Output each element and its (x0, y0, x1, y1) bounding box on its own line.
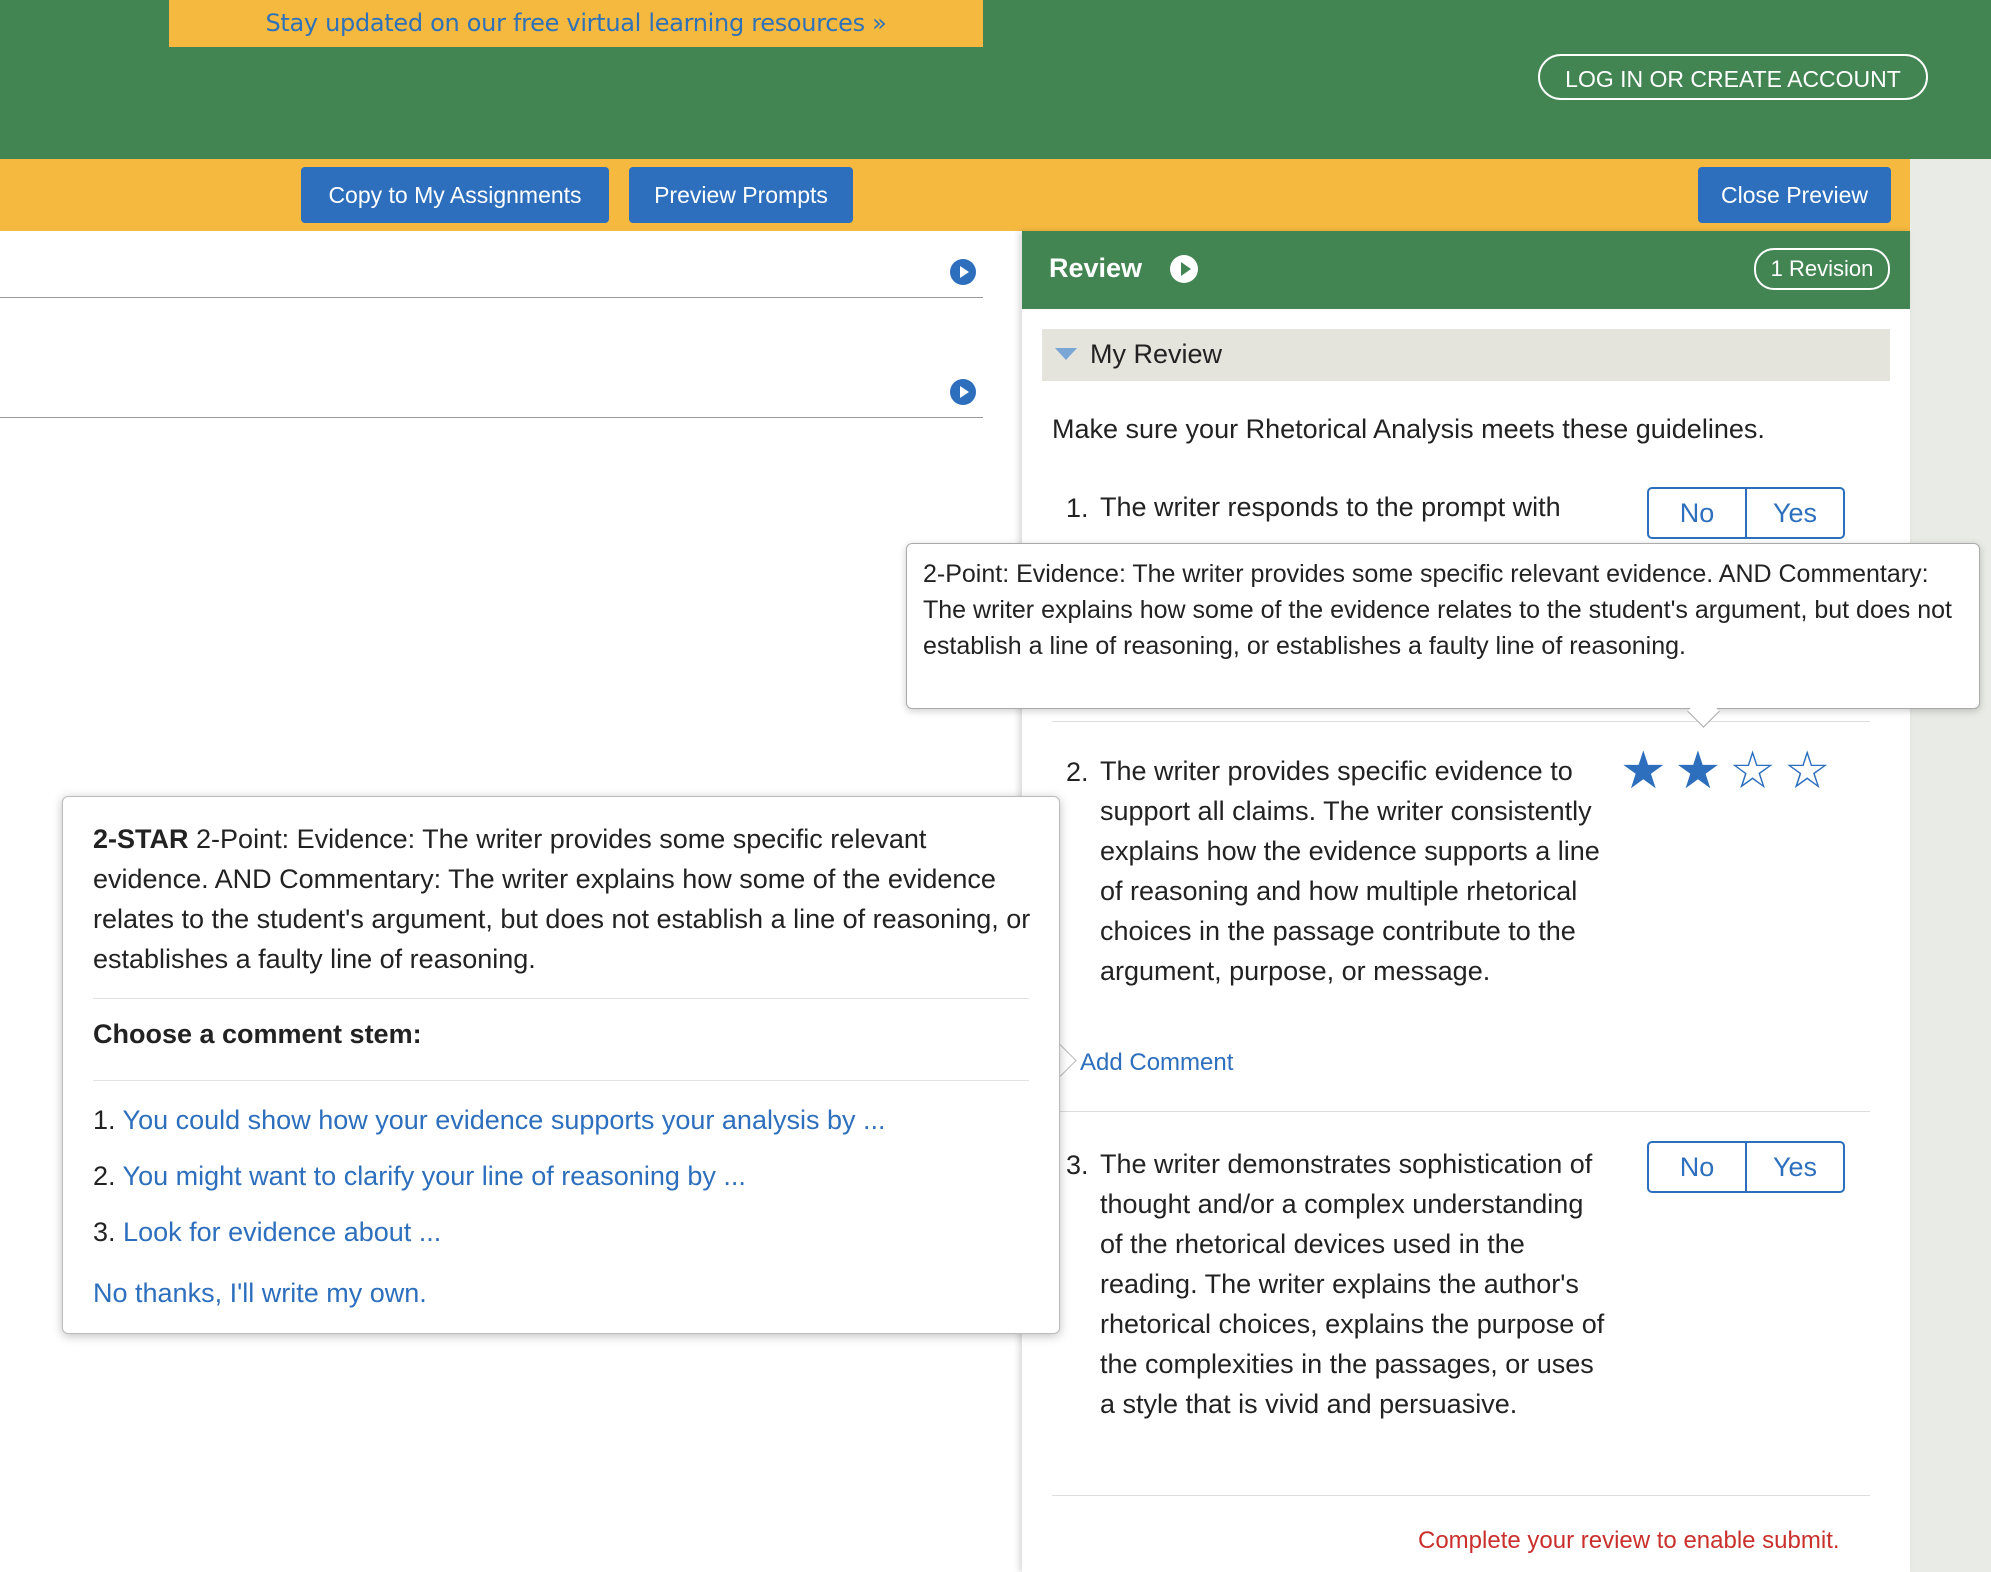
item-text: The writer demonstrates sophistication of thought and/or a complex understanding of the rhetorical devices used in the reading. The writer explains the author's rhetorical choices, explains the purpose of the complexities in the passages, or uses a style that is vivid and persuasive. (1100, 1149, 1605, 1419)
no-button[interactable]: No (1649, 489, 1747, 537)
star-filled-icon[interactable]: ★ (1620, 741, 1667, 801)
item-3-yes-no-toggle (1647, 1141, 1845, 1193)
comment-stem-heading: Choose a comment stem: (93, 1019, 422, 1049)
stem-number: 2. (93, 1161, 116, 1191)
star-outline-icon[interactable]: ☆ (1729, 741, 1776, 801)
rating-description-text: 2-Point: Evidence: The writer provides some specific relevant evidence. AND Commentary: The writer explains how some of the evidence relates to the student's argument, but does not establish a line of reasoning, or establishes a faulty line of reasoning. (93, 824, 1031, 974)
copy-to-assignments-button[interactable]: Copy to My Assignments (301, 167, 609, 223)
item-text: The writer provides specific evidence to support all claims. The writer consistently explains how the evidence supports a line of reasoning and how multiple rhetorical choices in the passage contribute to the argument, purpose, or message. (1100, 756, 1600, 986)
preview-toolbar (0, 159, 1910, 231)
revision-badge[interactable]: 1 Revision (1754, 248, 1890, 290)
rating-tooltip (906, 543, 1980, 709)
announcement-banner[interactable]: Stay updated on our free virtual learning resources » (169, 0, 983, 47)
stem-number: 3. (93, 1217, 116, 1247)
comment-stem-link[interactable]: You could show how your evidence supports your analysis by ... (122, 1105, 886, 1135)
comment-stem-item (93, 1105, 885, 1136)
item-divider (1052, 1111, 1870, 1112)
popup-divider (93, 998, 1029, 999)
my-review-label: My Review (1090, 339, 1223, 369)
close-preview-button[interactable]: Close Preview (1698, 167, 1891, 223)
review-title: Review (1049, 253, 1143, 283)
item-number: 3. (1066, 1150, 1089, 1180)
rating-label: 2-STAR (93, 824, 189, 854)
comment-stem-item (93, 1217, 441, 1248)
item-text: The writer responds to the prompt with (1100, 492, 1561, 522)
comment-stem-item (93, 1161, 746, 1192)
stem-number: 1. (93, 1105, 116, 1135)
guidelines-text: Make sure your Rhetorical Analysis meets these guidelines. (1052, 414, 1765, 444)
comment-stem-link[interactable]: You might want to clarify your line of reasoning by ... (122, 1161, 746, 1191)
row-divider (0, 417, 983, 418)
review-panel (1022, 231, 1910, 1572)
submit-warning: Complete your review to enable submit. (1418, 1527, 1840, 1554)
review-header (1022, 231, 1910, 309)
add-comment-link[interactable]: Add Comment (1080, 1049, 1234, 1076)
row-divider (0, 297, 983, 298)
top-header (0, 0, 1991, 159)
popup-divider (93, 1080, 1029, 1081)
tooltip-text: 2-Point: Evidence: The writer provides some specific relevant evidence. AND Commentary: The writer explains how some of the evidence relates to the student's argument, but does not establish a line of reasoning, or establishes a faulty line of reasoning. (923, 560, 1952, 660)
item-1-yes-no-toggle (1647, 487, 1845, 539)
rating-description (93, 819, 1033, 979)
item-number: 1. (1066, 493, 1089, 523)
star-filled-icon[interactable]: ★ (1674, 741, 1722, 801)
item-divider (1052, 1495, 1870, 1496)
login-button[interactable]: LOG IN OR CREATE ACCOUNT (1538, 54, 1928, 100)
yes-button[interactable]: Yes (1772, 498, 1818, 528)
star-rating (1620, 741, 1831, 801)
preview-prompts-button[interactable]: Preview Prompts (629, 167, 853, 223)
yes-button[interactable]: Yes (1772, 1152, 1818, 1182)
write-own-comment-link[interactable]: No thanks, I'll write my own. (93, 1278, 427, 1308)
star-outline-icon[interactable]: ☆ (1783, 741, 1831, 801)
item-number: 2. (1066, 757, 1089, 787)
play-circle-icon[interactable] (950, 379, 976, 405)
play-circle-icon[interactable] (1170, 255, 1198, 283)
no-button[interactable]: No (1649, 1143, 1747, 1191)
comment-stem-popup (62, 796, 1060, 1334)
play-circle-icon[interactable] (950, 259, 976, 285)
comment-stem-link[interactable]: Look for evidence about ... (123, 1217, 442, 1247)
item-divider (1052, 721, 1870, 722)
triangle-down-icon[interactable] (1055, 348, 1077, 360)
